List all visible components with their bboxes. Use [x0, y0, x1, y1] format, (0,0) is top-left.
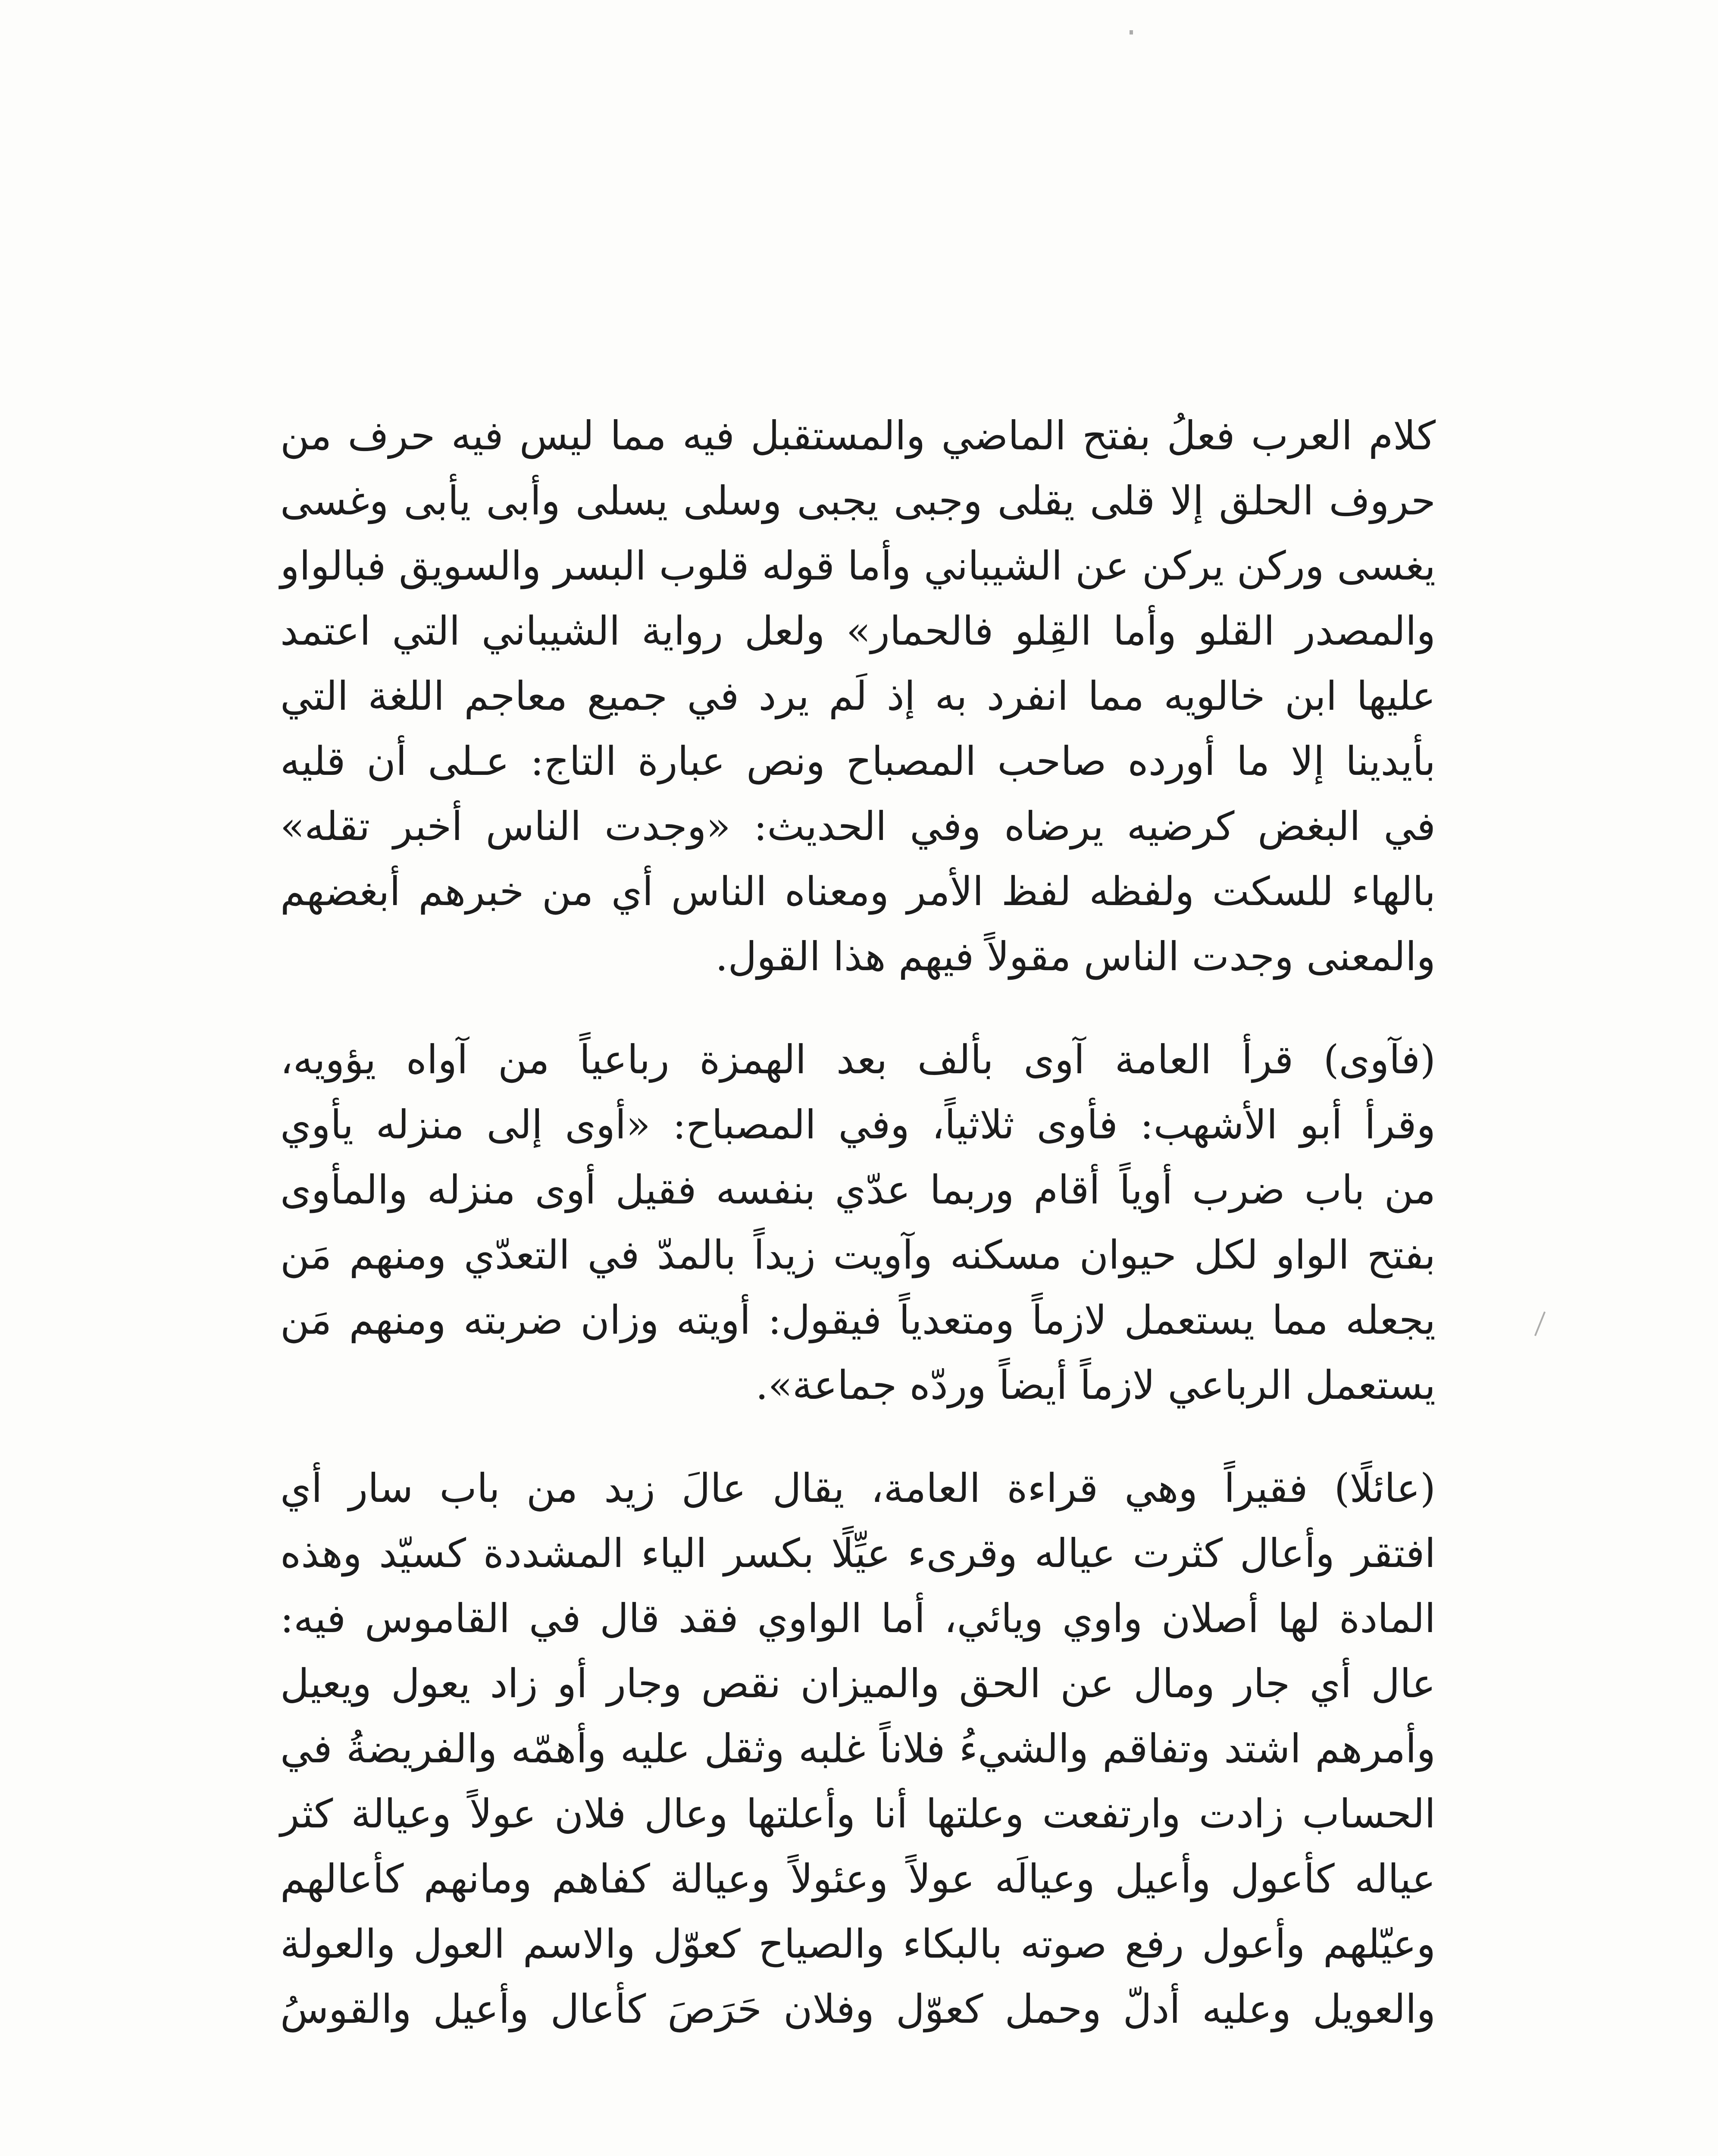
- text-line: والعويل وعليه أدلّ وحمل كعوّل وفلان حَرَصَ كأعال وأعيل والقوسُ: [280, 1986, 1436, 2032]
- text-line: بفتح الواو لكل حيوان مسكنه وآويت زيداً بالمدّ في التعدّي ومنهم مَن: [280, 1232, 1436, 1278]
- text-line: وقرأ أبو الأشهب: فأوى ثلاثياً، وفي المصباح: «أوى إلى منزله يأوي: [280, 1102, 1436, 1148]
- text-line: بأيدينا إلا ما أورده صاحب المصباح ونص عبارة التاج: عـلى أن قليه: [280, 738, 1436, 784]
- text-line: يستعمل الرباعي لازماً أيضاً وردّه جماعة».: [755, 1362, 1436, 1408]
- text-line: من باب ضرب أوياً أقام وربما عدّي بنفسه فقيل أوى منزله والمأوى: [280, 1167, 1436, 1213]
- text-line: في البغض كرضيه يرضاه وفي الحديث: «وجدت الناس أخبر تقله»: [280, 803, 1436, 849]
- text-line: (عائلًا) فقيراً وهي قراءة العامة، يقال عالَ زيد من باب سار أي: [280, 1465, 1436, 1511]
- text-line: بالهاء للسكت ولفظه لفظ الأمر ومعناه الناس أي من خبرهم أبغضهم: [280, 868, 1436, 915]
- paragraph-2: [280, 1027, 1436, 1418]
- text-line: الحساب زادت وارتفعت وعلتها أنا وأعلتها وعال فلان عولاً وعيالة كثر: [280, 1791, 1436, 1837]
- paragraph-3: [280, 1456, 1436, 2042]
- text-line: والمعنى وجدت الناس مقولاً فيهم هذا القول.: [715, 934, 1436, 980]
- text-line: كلام العرب فعلُ بفتح الماضي والمستقبل فيه مما ليس فيه حرف من: [280, 413, 1436, 459]
- text-line: يغسى وركن يركن عن الشيباني وأما قوله قلوب البسر والسويق فبالواو: [280, 543, 1436, 589]
- text-line: عال أي جار ومال عن الحق والميزان نقص وجار أو زاد يعول ويعيل: [280, 1661, 1436, 1707]
- text-line: (فآوى) قرأ العامة آوى بألف بعد الهمزة رباعياً من آواه يؤويه،: [280, 1037, 1436, 1083]
- text-line: عياله كأعول وأعيل وعيالَه عولاً وعئولاً وعيالة كفاهم ومانهم كأعالهم: [280, 1856, 1436, 1902]
- paragraph-1: [280, 403, 1436, 989]
- text-line: يجعله مما يستعمل لازماً ومتعدياً فيقول: أويته وزان ضربته ومنهم مَن: [280, 1297, 1436, 1343]
- text-line: المادة لها أصلان واوي ويائي، أما الواوي فقد قال في القاموس فيه:: [280, 1595, 1436, 1642]
- scan-speck: [1534, 1311, 1546, 1336]
- text-line: والمصدر القلو وأما القِلو فالحمار» ولعل رواية الشيباني التي اعتمد: [280, 608, 1436, 654]
- body-text: [280, 403, 1436, 2042]
- scan-speck: [1130, 30, 1133, 34]
- text-line: وأمرهم اشتد وتفاقم والشيءُ فلاناً غلبه وثقل عليه وأهمّه والفريضةُ في: [280, 1726, 1436, 1772]
- text-line: وعيّلهم وأعول رفع صوته بالبكاء والصياح كعوّل والاسم العول والعولة: [280, 1921, 1436, 1967]
- text-line: حروف الحلق إلا قلى يقلى وجبى يجبى وسلى يسلى وأبى يأبى وغسى: [280, 478, 1436, 524]
- text-line: افتقر وأعال كثرت عياله وقرىء عيِّلًا بكسر الياء المشددة كسيّد وهذه: [280, 1530, 1436, 1576]
- text-line: عليها ابن خالويه مما انفرد به إذ لَم يرد في جميع معاجم اللغة التي: [280, 673, 1436, 719]
